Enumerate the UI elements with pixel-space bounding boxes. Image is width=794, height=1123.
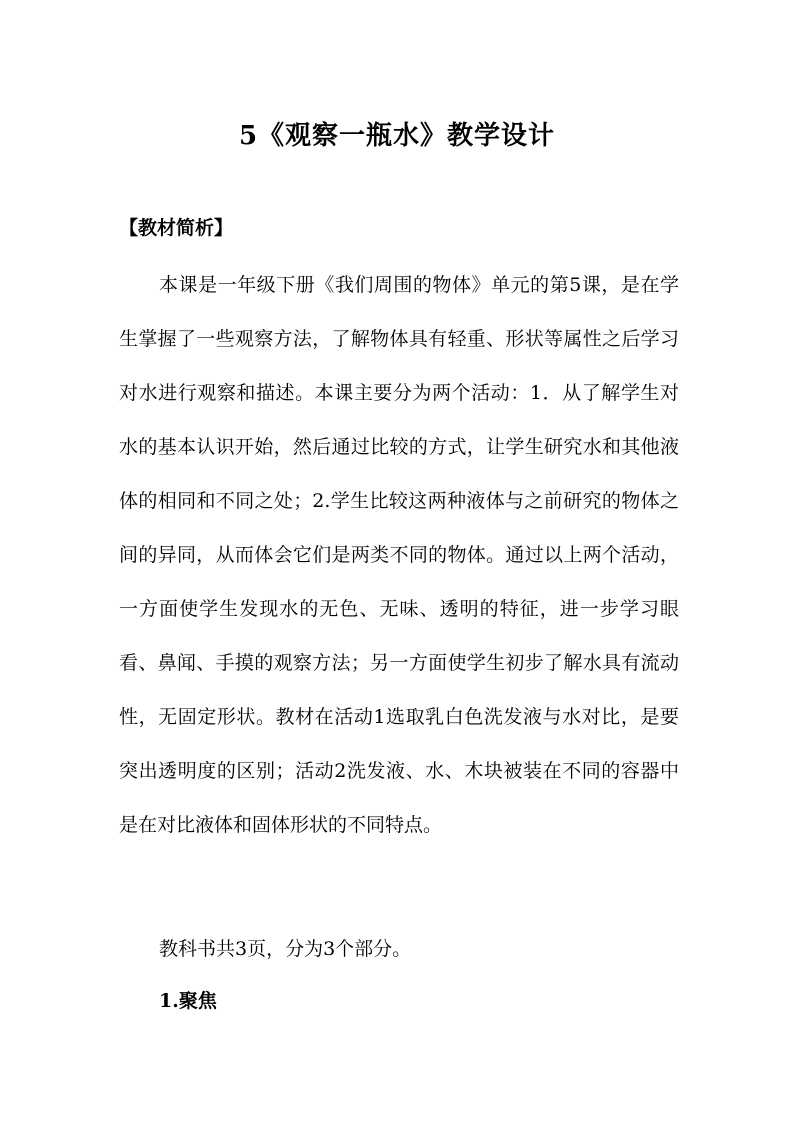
paragraph-textbook-pages: 教科书共3页，分为3个部分。 (159, 938, 412, 960)
section-heading-textbook-analysis: 【教材简析】 (119, 217, 234, 239)
subheading-focus: 1.聚焦 (159, 990, 217, 1012)
document-title: 5《观察一瓶水》教学设计 (238, 121, 556, 151)
paragraph-textbook-analysis: 本课是一年级下册《我们周围的物体》单元的第5课，是在学生掌握了一些观察方法，了解物体具有轻重、形状等属性之后学习对水进行观察和描述。本课主要分为两个活动：1．从了解学生对水的基本认识开始，然后通过比较的方式，让学生研究水和其他液体的相同和不同之处；2.学生比较这两种液体与之前研究的物体之间的异同，从而体会它们是两类不同的物体。通过以上两个活动，一方面使学生发现水的无色、无味、透明的特征，进一步学习眼看、鼻闻、手摸的观察方法；另一方面使学生初步了解水具有流动性，无固定形状。教材在活动1选取乳白色洗发液与水对比，是要突出透明度的区别；活动2洗发液、水、木块被装在不同的容器中是在对比液体和固体形状的不同特点。 (119, 274, 679, 836)
